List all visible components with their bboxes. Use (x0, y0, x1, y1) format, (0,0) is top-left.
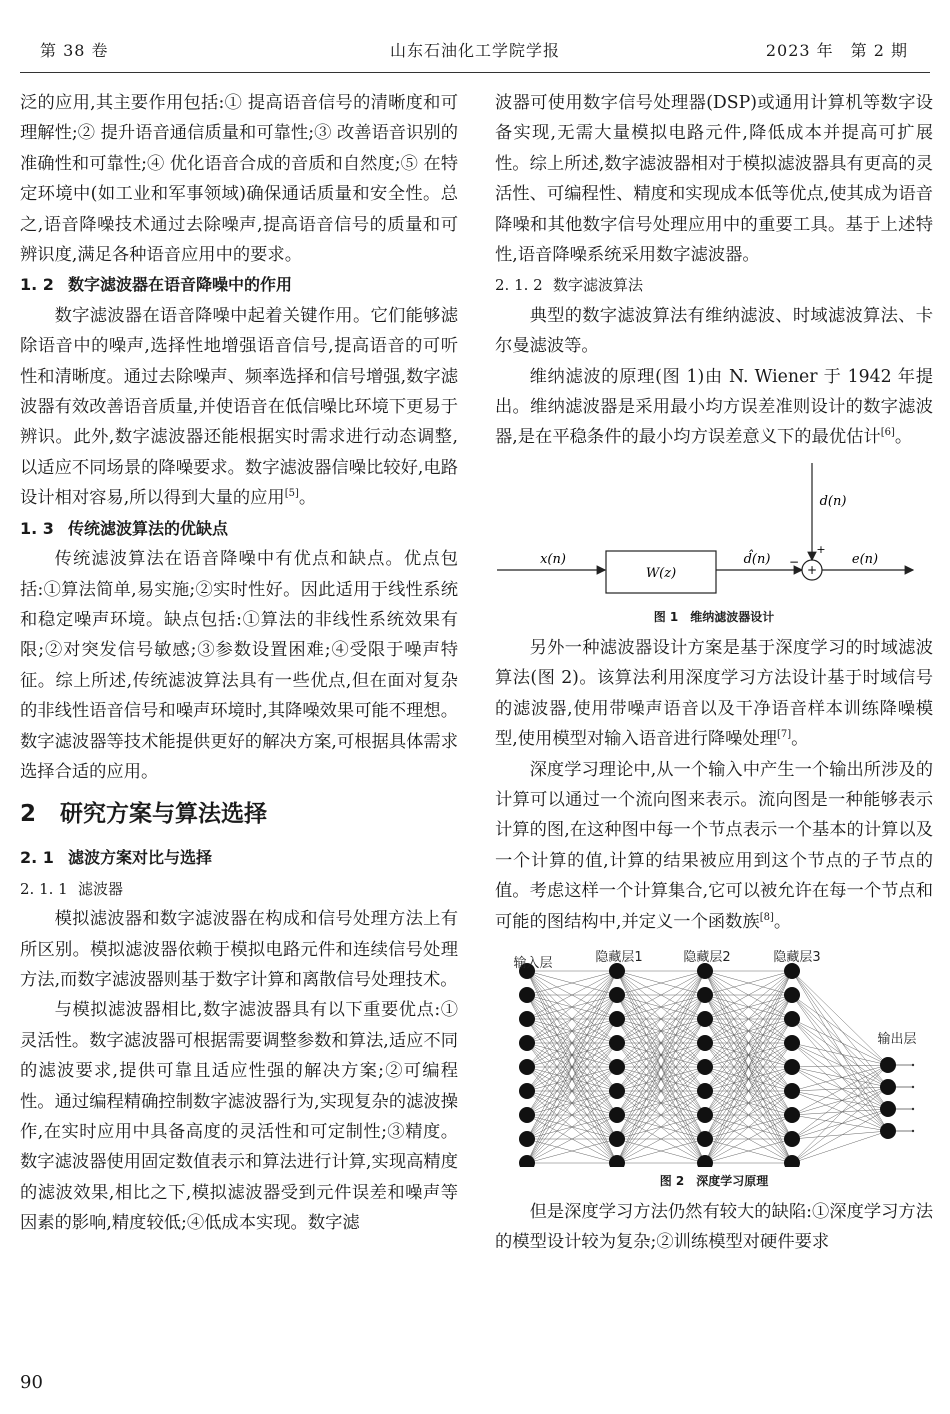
input-node (519, 1059, 535, 1075)
layer-label: 隐藏层1 (595, 949, 643, 965)
connection-edge (792, 1115, 888, 1131)
paragraph: 与模拟滤波器相比,数字滤波器具有以下重要优点:①灵活性。数字滤波器可根据需要调整参数和算法,适应不同的滤波要求,提供可靠且适应性强的解决方案;②可编程性。通过编程精确控制数字滤波器行为,实现复杂的滤波操作,在实时应用中具备高度的灵活性和可定制性;③精度。数字滤波器使用固定数值表示和算法进行计算,实现高精度的滤波效果,相比之下,模拟滤波器受到元件误差和噪声等因素的影响,精度较低;④低成本实现。数字滤 (20, 1000, 458, 1234)
hidden-node (609, 1131, 625, 1147)
section-heading (20, 843, 458, 873)
wiener-filter-diagram (495, 453, 933, 603)
estimate-label: d̂(n) (743, 551, 771, 567)
paragraph: 典型的数字滤波算法有维纳滤波、时域滤波算法、卡尔曼滤波等。 (495, 305, 933, 357)
transfer-function-label: W(z) (645, 565, 677, 581)
page-number: 90 (20, 1372, 43, 1393)
chapter-number: 2 (20, 801, 37, 828)
header-issue: 2023 年 第 2 期 (765, 41, 908, 60)
subsection-number: 2. 1. 1 (20, 879, 68, 898)
hidden-node (784, 987, 800, 1003)
paragraph: 模拟滤波器和数字滤波器在构成和信号处理方法上有所区别。模拟滤波器依赖于模拟电路元件和连续信号处理方法,而数字滤波器则基于数字计算和离散信号处理技术。 (20, 909, 458, 990)
hidden-node (609, 1059, 625, 1075)
hidden-node (697, 1059, 713, 1075)
hidden-node (697, 1011, 713, 1027)
hidden-node (609, 987, 625, 1003)
chapter-title: 研究方案与算法选择 (60, 801, 267, 828)
connection-edge (792, 1109, 888, 1139)
layer-label: 输出层 (877, 1031, 917, 1047)
hidden-node (697, 1083, 713, 1099)
sum-symbol: + (806, 562, 818, 577)
subsection-heading (20, 874, 458, 904)
figure-number: 图 1 (653, 609, 679, 624)
header-volume: 第 38 卷 (40, 41, 109, 60)
hidden-node (697, 1035, 713, 1051)
hidden-node (784, 1083, 800, 1099)
citation: [7] (777, 729, 792, 741)
neural-network-diagram (495, 937, 933, 1167)
output-dot (912, 1086, 914, 1088)
hidden-node (609, 963, 625, 979)
hidden-node (784, 1059, 800, 1075)
output-dot (912, 1130, 914, 1132)
section-heading (20, 270, 458, 300)
connection-edge (792, 1087, 888, 1139)
hidden-node (784, 1011, 800, 1027)
connection-edge (792, 1043, 888, 1087)
paragraph: 另外一种滤波器设计方案是基于深度学习的时域滤波算法(图 2)。该算法利用深度学习方法设计基于时域信号的滤波器,使用带噪声语音以及干净语音样本训练降噪模型,使用模型对输入语音进行降噪处理[7]。 (495, 637, 933, 750)
output-dot (912, 1108, 914, 1110)
citation: [8] (759, 911, 774, 923)
input-node (519, 1107, 535, 1123)
output-dot (912, 1064, 914, 1066)
right-column (495, 88, 933, 1258)
connection-edge (792, 1091, 888, 1109)
layer-label: 隐藏层2 (683, 949, 731, 965)
section-title: 数字滤波器在语音降噪中的作用 (68, 275, 293, 295)
hidden-node (609, 1083, 625, 1099)
error-label: e(n) (851, 551, 879, 567)
connection-edge (792, 1065, 888, 1067)
input-node (519, 1011, 535, 1027)
layer-label: 隐藏层3 (773, 949, 821, 965)
figure-caption (495, 607, 933, 627)
figure-caption (495, 1171, 933, 1191)
paragraph: 但是深度学习方法仍然有较大的缺陷:①深度学习方法的模型设计较为复杂;②训练模型对硬件要求 (495, 1201, 933, 1253)
subsection-number: 2. 1. 2 (495, 276, 543, 295)
section-number: 2. 1 (20, 848, 54, 868)
connection-edge (792, 995, 888, 1065)
plus-sign: + (816, 542, 826, 556)
hidden-node (697, 963, 713, 979)
paragraph: 深度学习理论中,从一个输入中产生一个输出所涉及的计算可以通过一个流向图来表示。流向图是一种能够表示计算的图,在这种图中每一个节点表示一个基本的计算以及一个计算的值,计算的结果被应用到这个节点的子节点的值。考虑这样一个计算集合,它可以被允许在每一个节点和可能的图结构中,并定义一个函数族[8]。 (495, 759, 933, 932)
output-node (880, 1123, 896, 1139)
header-journal: 山东石油化工学院学报 (389, 41, 560, 60)
input-label: x(n) (540, 551, 566, 567)
hidden-node (697, 1131, 713, 1147)
paragraph: 传统滤波算法在语音降噪中有优点和缺点。优点包括:①算法简单,易实施;②实时性好。因此适用于线性系统和稳定噪声环境。缺点包括:①算法的非线性系统效果有限;②对突发信号敏感;③参数设置困难;④受限于噪声特征。综上所述,传统滤波算法具有一些优点,但在面对复杂的非线性语音信号和噪声环境时,其降噪效果可能不理想。数字滤波器等技术能提供更好的解决方案,可根据具体需求选择合适的应用。 (20, 549, 458, 782)
hidden-node (784, 1107, 800, 1123)
connection-edge (792, 1043, 888, 1065)
figure-title: 深度学习原理 (696, 1173, 769, 1188)
output-node (880, 1057, 896, 1073)
hidden-node (609, 1035, 625, 1051)
input-node (519, 987, 535, 1003)
output-node (880, 1101, 896, 1117)
citation: [6] (880, 427, 895, 439)
citation: [5] (284, 488, 299, 500)
figure-number: 图 2 (659, 1173, 685, 1188)
connection-edge (792, 1131, 888, 1139)
hidden-node (784, 1131, 800, 1147)
subsection-title: 数字滤波算法 (553, 276, 644, 295)
hidden-node (784, 1035, 800, 1051)
hidden-node (697, 1107, 713, 1123)
connection-edge (792, 971, 888, 1109)
section-number: 1. 3 (20, 518, 54, 538)
output-node (880, 1079, 896, 1095)
paragraph: 波器可使用数字信号处理器(DSP)或通用计算机等数字设备实现,无需大量模拟电路元件,降低成本并提高可扩展性。综上所述,数字滤波器相对于模拟滤波器具有更高的灵活性、可编程性、精度和实现成本低等优点,使其成为语音降噪和其他数字信号处理应用中的重要工具。基于上述特性,语音降噪系统采用数字滤波器。 (495, 93, 933, 266)
desired-label: d(n) (819, 493, 847, 509)
layer-label: 输入层 (513, 955, 553, 971)
input-node (519, 1035, 535, 1051)
subsection-heading (495, 270, 933, 300)
figure-title: 维纳滤波器设计 (690, 609, 775, 624)
header-rule (20, 72, 930, 73)
connection-edge (792, 1019, 888, 1109)
left-column (20, 88, 458, 1239)
connection-edge (792, 1087, 888, 1091)
subsection-title: 滤波器 (78, 879, 124, 898)
paragraph: 泛的应用,其主要作用包括:① 提高语音信号的清晰度和可理解性;② 提升语音通信质量和可靠性;③ 改善语音识别的准确性和可靠性;④ 优化语音合成的音质和自然度;⑤ 在特定环境中(如工业和军事领域)确保通话质量和安全性。总之,语音降噪技术通过去除噪声,提高语音信号的质量和可辨识度,满足各种语音应用中的要求。 (20, 93, 458, 266)
paragraph: 数字滤波器在语音降噪中起着关键作用。它们能够滤除语音中的噪声,选择性地增强语音信号,提高语音的可听性和清晰度。通过去除噪声、频率选择和信号增强,数字滤波器有效改善语音质量,并使语音在低信噪比环境下更易于辨识。此外,数字滤波器还能根据实时需求进行动态调整,以适应不同场景的降噪要求。数字滤波器信噪比较好,电路设计相对容易,所以得到大量的应用[5]。 (20, 305, 458, 509)
hidden-node (784, 963, 800, 979)
section-title: 滤波方案对比与选择 (68, 848, 213, 868)
hidden-node (609, 1107, 625, 1123)
connection-edge (792, 1019, 888, 1065)
section-heading (20, 514, 458, 544)
connection-edge (792, 1065, 888, 1115)
chapter-heading (20, 797, 458, 831)
paragraph: 维纳滤波的原理(图 1)由 N. Wiener 于 1942 年提出。维纳滤波器是采用最小均方误差准则设计的数字滤波器,是在平稳条件的最小均方误差意义下的最优估计[6]。 (495, 366, 933, 448)
section-number: 1. 2 (20, 275, 54, 295)
section-title: 传统滤波算法的优缺点 (68, 518, 229, 538)
input-node (519, 1083, 535, 1099)
connection-edge (792, 995, 888, 1109)
hidden-node (609, 1011, 625, 1027)
hidden-node (697, 987, 713, 1003)
minus-sign: − (788, 554, 800, 569)
input-node (519, 1131, 535, 1147)
